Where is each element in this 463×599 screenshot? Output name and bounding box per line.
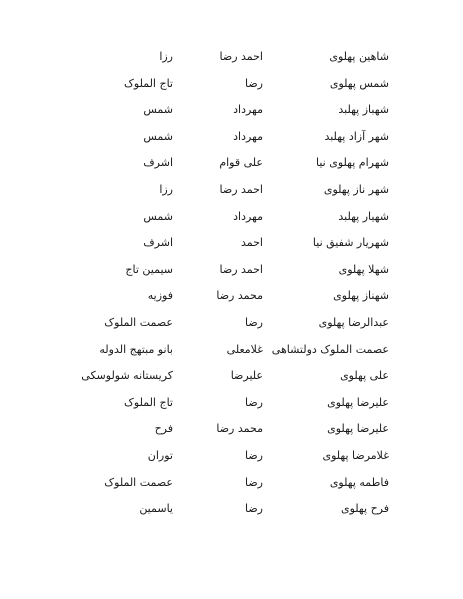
person-name: غلامرضا پهلوی bbox=[322, 448, 389, 462]
mother-name: کریستانه شولوسکی bbox=[81, 369, 173, 383]
mother-name: اشرف bbox=[143, 236, 173, 250]
table-row bbox=[0, 210, 463, 237]
father-name: رضا bbox=[244, 448, 263, 462]
father-name: رضا bbox=[244, 502, 263, 516]
father-name: علی قوام bbox=[219, 156, 263, 170]
table-row bbox=[0, 316, 463, 343]
table-row bbox=[0, 263, 463, 290]
father-name: احمد رضا bbox=[219, 262, 263, 276]
mother-name: یاسمین bbox=[139, 502, 173, 516]
father-name: مهرداد bbox=[233, 209, 263, 223]
father-name: رضا bbox=[244, 76, 263, 90]
mother-name: شمس bbox=[143, 209, 173, 223]
person-name: علیرضا پهلوی bbox=[327, 395, 389, 409]
person-name: علی پهلوی bbox=[340, 369, 389, 383]
father-name: غلامعلی bbox=[226, 342, 263, 356]
name-table bbox=[0, 50, 463, 529]
mother-name: شمس bbox=[143, 103, 173, 117]
mother-name: شمس bbox=[143, 129, 173, 143]
person-name: شمس پهلوی bbox=[329, 76, 389, 90]
table-row bbox=[0, 422, 463, 449]
person-name: شهلا پهلوی bbox=[338, 262, 389, 276]
table-row bbox=[0, 396, 463, 423]
table-row bbox=[0, 156, 463, 183]
father-name: احمد bbox=[241, 236, 263, 250]
table-row bbox=[0, 476, 463, 503]
mother-name: فوزیه bbox=[147, 289, 173, 303]
table-row bbox=[0, 130, 463, 157]
father-name: رضا bbox=[244, 395, 263, 409]
mother-name: تاج الملوک bbox=[124, 395, 173, 409]
father-name: مهرداد bbox=[233, 129, 263, 143]
mother-name: اشرف bbox=[143, 156, 173, 170]
mother-name: توران bbox=[147, 448, 173, 462]
person-name: شاهین پهلوی bbox=[329, 50, 389, 63]
table-row bbox=[0, 103, 463, 130]
person-name: فاطمه پهلوی bbox=[329, 475, 389, 489]
mother-name: عصمت الملوک bbox=[104, 315, 173, 329]
mother-name: عصمت الملوک bbox=[104, 475, 173, 489]
father-name: احمد رضا bbox=[219, 50, 263, 63]
mother-name: بانو مبتهج الدوله bbox=[99, 342, 173, 356]
person-name: علیرضا پهلوی bbox=[327, 422, 389, 436]
person-name: شهباز پهلبد bbox=[338, 103, 389, 117]
person-name: شهیار پهلبد bbox=[338, 209, 389, 223]
mother-name: فرح bbox=[154, 422, 173, 436]
person-name: شهناز پهلوی bbox=[333, 289, 389, 303]
father-name: محمد رضا bbox=[216, 289, 263, 303]
table-row bbox=[0, 343, 463, 370]
father-name: رضا bbox=[244, 315, 263, 329]
table-row bbox=[0, 449, 463, 476]
father-name: رضا bbox=[244, 475, 263, 489]
father-name: احمد رضا bbox=[219, 182, 263, 196]
mother-name: سیمین تاج bbox=[125, 262, 173, 276]
father-name: علیرضا bbox=[230, 369, 263, 383]
table-row bbox=[0, 289, 463, 316]
person-name: شهر آزاد پهلبد bbox=[324, 129, 389, 143]
person-name: فرح پهلوی bbox=[341, 502, 389, 516]
person-name: شهر ناز پهلوی bbox=[323, 182, 389, 196]
table-row bbox=[0, 77, 463, 104]
person-name: شهرام پهلوی نیا bbox=[315, 156, 389, 170]
person-name: شهریار شفیق نیا bbox=[312, 236, 389, 250]
table-row bbox=[0, 183, 463, 210]
father-name: مهرداد bbox=[233, 103, 263, 117]
table-row bbox=[0, 502, 463, 529]
person-name: عبدالرضا پهلوی bbox=[318, 315, 389, 329]
person-name: عصمت الملوک دولتشاهی bbox=[271, 342, 389, 356]
table-row bbox=[0, 369, 463, 396]
table-row bbox=[0, 236, 463, 263]
mother-name: رزا bbox=[159, 182, 173, 196]
mother-name: تاج الملوک bbox=[124, 76, 173, 90]
table-row bbox=[0, 50, 463, 77]
mother-name: رزا bbox=[159, 50, 173, 63]
father-name: محمد رضا bbox=[216, 422, 263, 436]
